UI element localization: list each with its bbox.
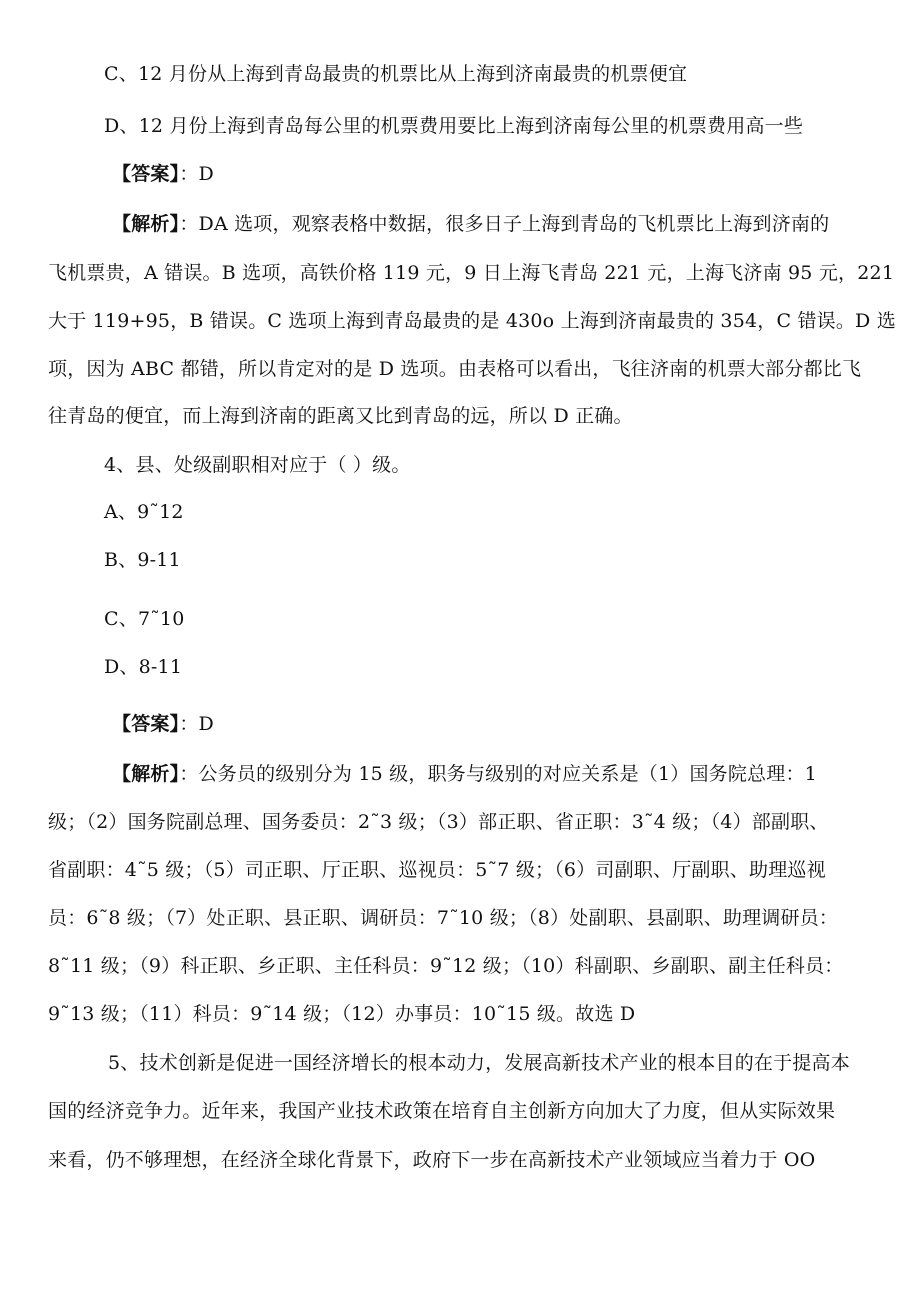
q4-option-d: D、8-11 [104, 656, 183, 678]
q3-answer [112, 162, 920, 186]
q5-line-2: 国的经济竞争力。近年来，我国产业技术政策在培育自主创新方向加大了力度，但从实际效果 [48, 1100, 836, 1122]
explanation-label: 【解析】 [112, 763, 180, 785]
q4-explanation-line-1 [112, 762, 920, 786]
explanation-text: ：公务员的级别分为 15 级，职务与级别的对应关系是（1）国务院总理：1 [179, 763, 817, 785]
q4-option-b: B、9-11 [104, 549, 181, 571]
answer-value: ：D [179, 163, 214, 185]
answer-label: 【答案】 [112, 163, 180, 185]
q4-option-c: C、7˜10 [104, 608, 185, 630]
q5-line-3: 来看，仍不够理想，在经济全球化背景下，政府下一步在高新技术产业领域应当着力于 OO [48, 1149, 816, 1171]
q3-explanation-line-2: 飞机票贵，A 错误。B 选项，高铁价格 119 元，9 日上海飞青岛 221 元，上海飞济南 95 元，221 [48, 262, 895, 284]
q4-explanation-line-5: 8˜11 级；（9）科正职、乡正职、主任科员：9˜12 级；（10）科副职、乡副职、副主任科员： [48, 955, 844, 977]
q4-option-a: A、9˜12 [104, 501, 184, 523]
q3-option-d: D、12 月份上海到青岛每公里的机票费用要比上海到济南每公里的机票费用高一些 [104, 115, 804, 137]
q4-explanation-line-4: 员：6˜8 级；（7）处正职、县正职、调研员：7˜10 级；（8）处副职、县副职、助理调研员： [48, 907, 839, 929]
q3-explanation-line-3: 大于 119+95，B 错误。C 选项上海到青岛最贵的是 430o 上海到济南最贵的 354，C 错误。D 选 [48, 310, 896, 332]
explanation-text: ：DA 选项，观察表格中数据，很多日子上海到青岛的飞机票比上海到济南的 [179, 213, 830, 235]
explanation-label: 【解析】 [112, 213, 180, 235]
q5-line-1: 5、技术创新是促进一国经济增长的根本动力，发展高新技术产业的根本目的在于提高本 [108, 1052, 850, 1074]
q4-explanation-line-3: 省副职：4˜5 级；（5）司正职、厅正职、巡视员：5˜7 级；（6）司副职、厅副职、助理巡视 [48, 859, 826, 881]
answer-value: ：D [179, 713, 214, 735]
q4-explanation-line-6: 9˜13 级；（11）科员：9˜14 级；（12）办事员：10˜15 级。故选 D [48, 1003, 636, 1025]
answer-label: 【答案】 [112, 713, 180, 735]
q3-explanation-line-1 [112, 212, 920, 236]
q4-question: 4、县、处级副职相对应于（ ）级。 [104, 454, 411, 476]
q4-answer [112, 712, 920, 736]
q3-explanation-line-5: 往青岛的便宜，而上海到济南的距离又比到青岛的远，所以 D 正确。 [48, 405, 633, 427]
q3-explanation-line-4: 项，因为 ABC 都错，所以肯定对的是 D 选项。由表格可以看出，飞往济南的机票大部分都比飞 [48, 358, 862, 380]
q4-explanation-line-2: 级；（2）国务院副总理、国务委员：2˜3 级；（3）部正职、省正职：3˜4 级；（4）部副职、 [48, 811, 829, 833]
q3-option-c: C、12 月份从上海到青岛最贵的机票比从上海到济南最贵的机票便宜 [104, 63, 688, 85]
